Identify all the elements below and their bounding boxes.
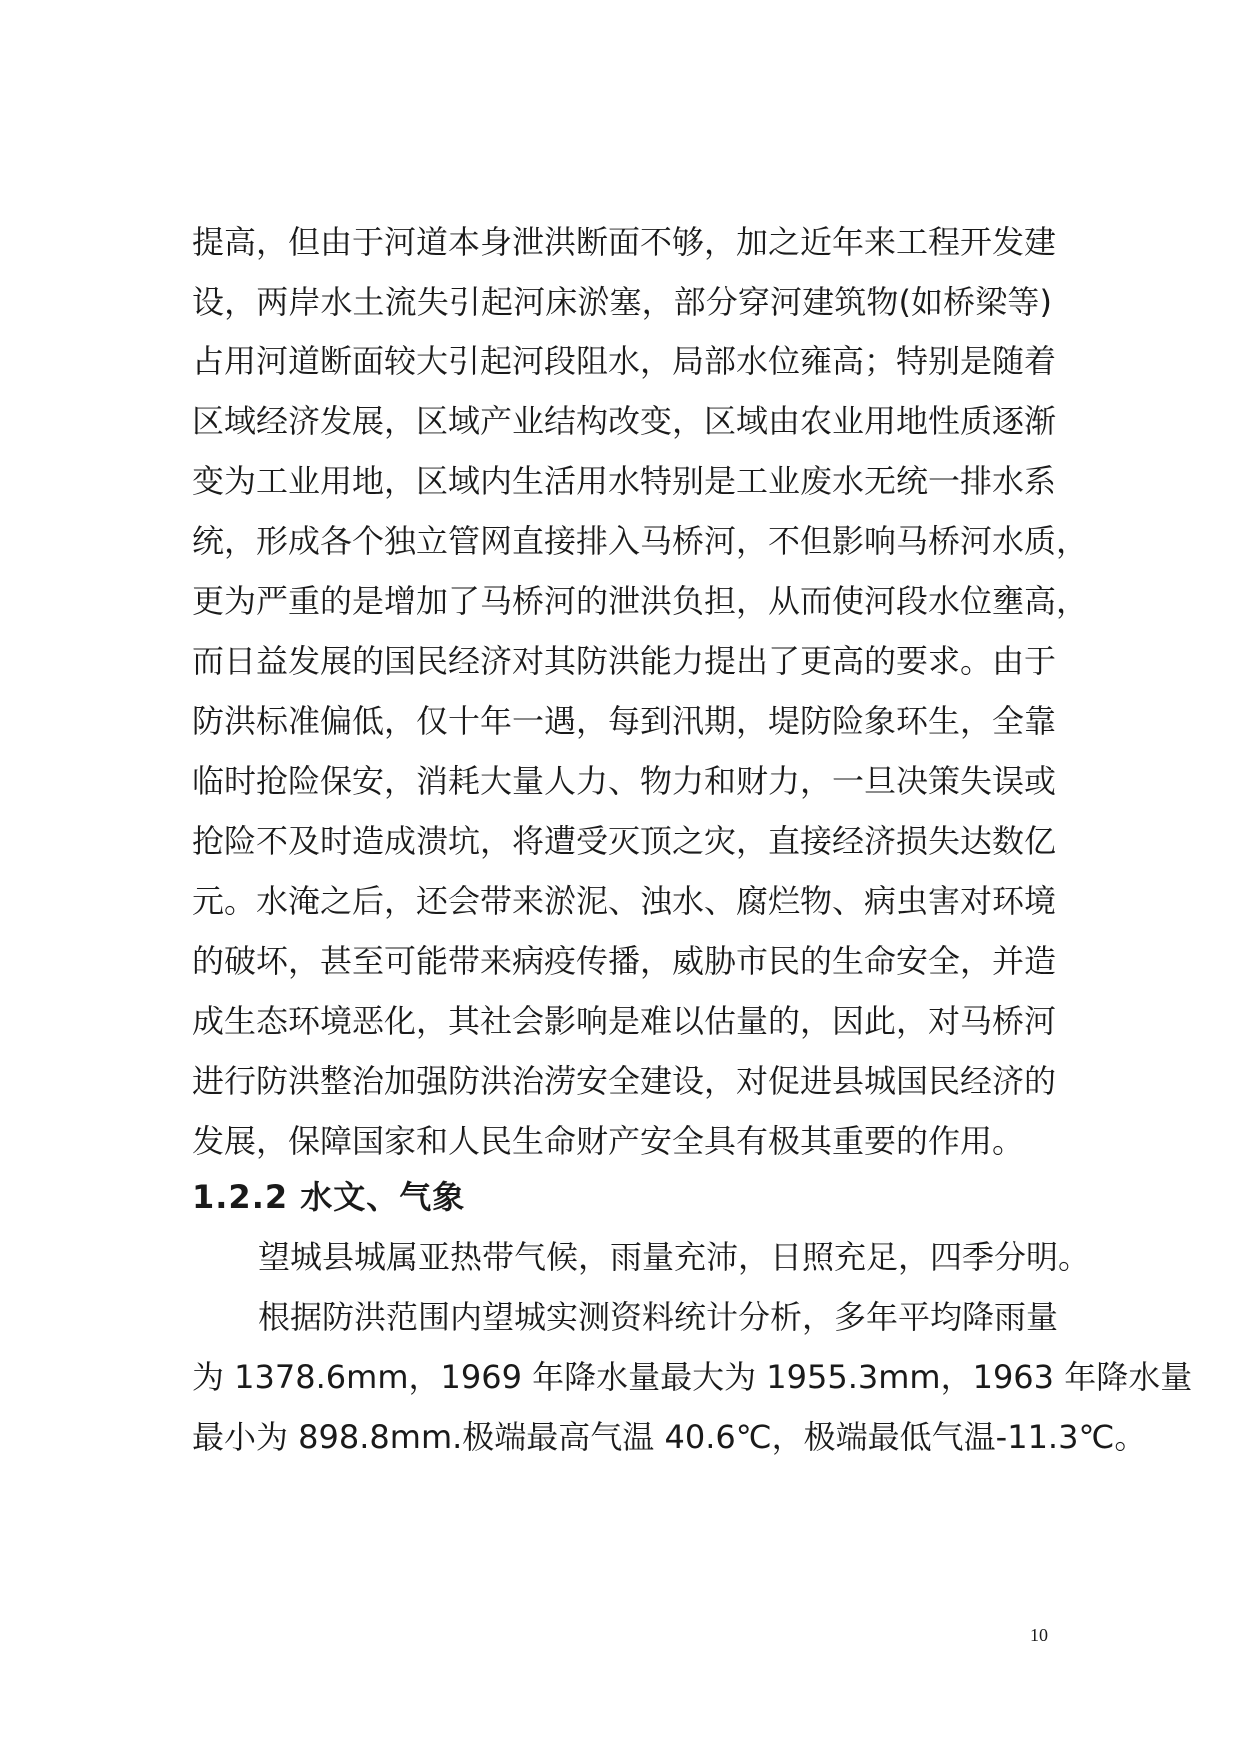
- body-text-line: 更为严重的是增加了马桥河的泄洪负担，从而使河段水位壅高，: [192, 582, 1089, 620]
- body-text-line: 成生态环境恶化，其社会影响是难以估量的，因此，对马桥河: [192, 1002, 1057, 1040]
- body-text-line: 最小为 898.8mm.极端最高气温 40.6℃，极端最低气温-11.3℃。: [192, 1418, 1147, 1456]
- body-text-line: 的破坏，甚至可能带来病疫传播，威胁市民的生命安全，并造: [192, 942, 1057, 980]
- body-text-line: 提高，但由于河道本身泄洪断面不够，加之近年来工程开发建: [192, 223, 1057, 261]
- body-text-line: 设，两岸水土流失引起河床淤塞，部分穿河建筑物(如桥梁等): [192, 283, 1052, 321]
- body-text-line: 而日益发展的国民经济对其防洪能力提出了更高的要求。由于: [192, 642, 1057, 680]
- body-text-line: 临时抢险保安，消耗大量人力、物力和财力，一旦决策失误或: [192, 762, 1057, 800]
- body-text-line: 抢险不及时造成溃坑，将遭受灭顶之灾，直接经济损失达数亿: [192, 822, 1057, 860]
- body-text-line: 为 1378.6mm，1969 年降水量最大为 1955.3mm，1963 年降水量: [192, 1358, 1193, 1396]
- body-text-line: 统，形成各个独立管网直接排入马桥河，不但影响马桥河水质，: [192, 522, 1089, 560]
- body-text-line: 区域经济发展，区域产业结构改变，区域由农业用地性质逐渐: [192, 402, 1057, 440]
- page-number: 10: [1030, 1625, 1048, 1645]
- section-heading: 1.2.2 水文、气象: [192, 1178, 466, 1216]
- body-text-line: 防洪标准偏低，仅十年一遇，每到汛期，堤防险象环生，全靠: [192, 702, 1057, 740]
- body-text-line: 发展，保障国家和人民生命财产安全具有极其重要的作用。: [192, 1122, 1025, 1160]
- body-text-line: 变为工业用地，区域内生活用水特别是工业废水无统一排水系: [192, 462, 1057, 500]
- body-text-line: 进行防洪整治加强防洪治涝安全建设，对促进县城国民经济的: [192, 1062, 1057, 1100]
- body-text-line: 望城县城属亚热带气候，雨量充沛，日照充足，四季分明。: [258, 1238, 1091, 1276]
- body-text-line: 占用河道断面较大引起河段阻水，局部水位雍高；特别是随着: [192, 342, 1057, 380]
- body-text-line: 元。水淹之后，还会带来淤泥、浊水、腐烂物、病虫害对环境: [192, 882, 1057, 920]
- body-text-line: 根据防洪范围内望城实测资料统计分析，多年平均降雨量: [258, 1298, 1059, 1336]
